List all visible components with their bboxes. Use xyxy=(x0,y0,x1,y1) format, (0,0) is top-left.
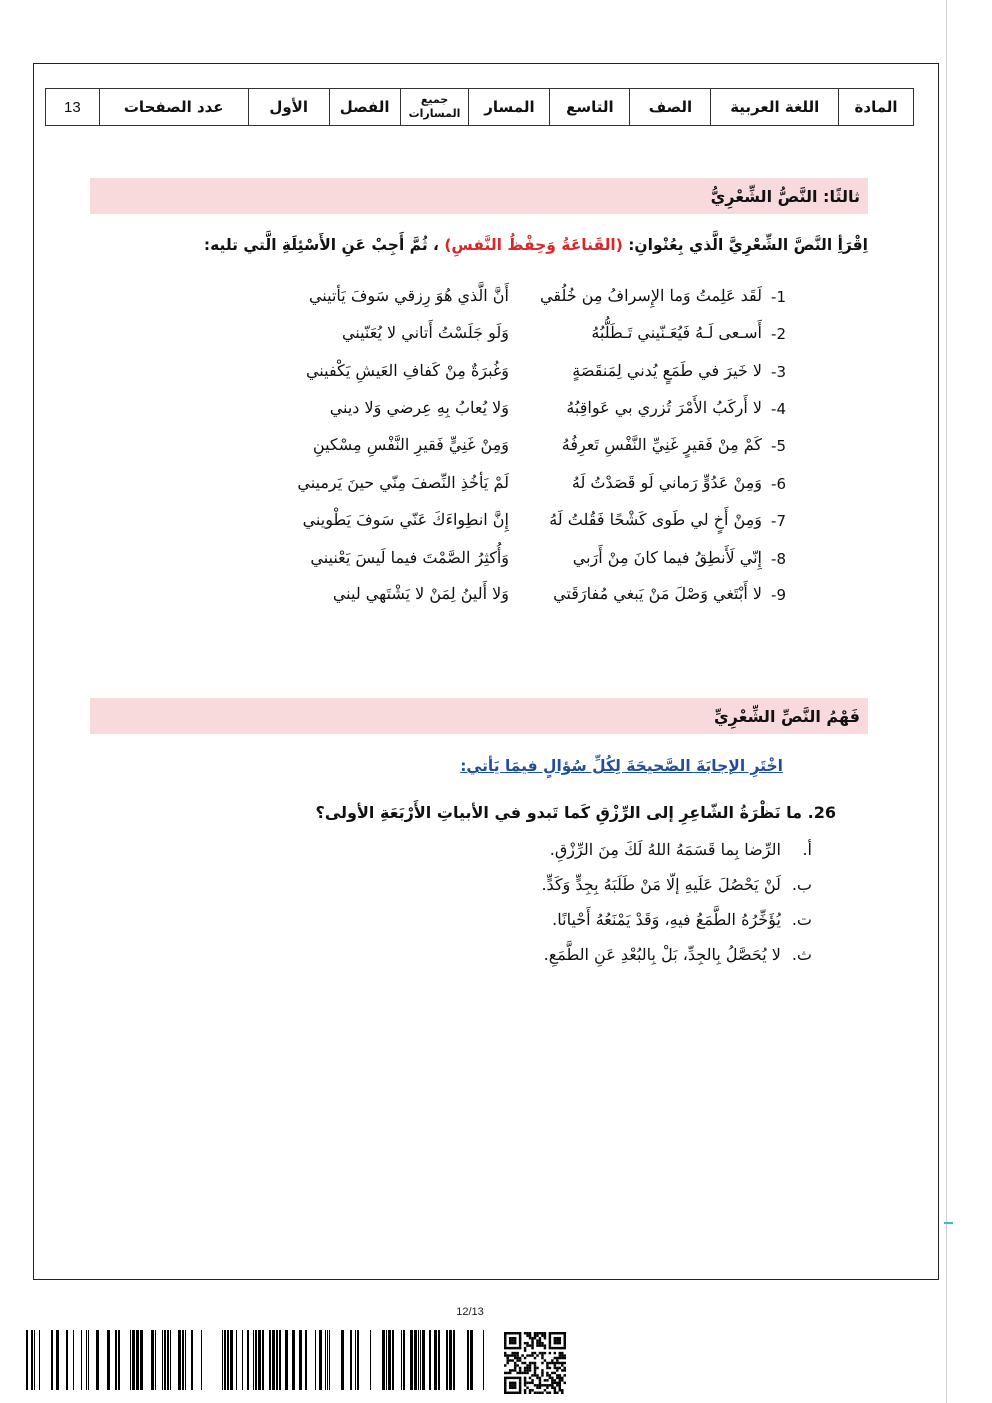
subject-label: المادة xyxy=(839,89,914,126)
verse xyxy=(0,508,992,538)
verse-number: -4 xyxy=(771,400,786,418)
scan-mark xyxy=(944,1222,953,1224)
page-number: 12/13 xyxy=(456,1306,484,1318)
term-value: الأول xyxy=(248,89,329,126)
option-letter: ب. xyxy=(791,875,812,894)
grade-label: الصف xyxy=(630,89,711,126)
comprehension-section-title: فَهْمُ النَّصِّ الشِّعْرِيِّ xyxy=(90,698,868,734)
instruction-after: ، ثُمَّ أَجِبْ عَنِ الأَسْئِلَةِ الَّتي تليه: xyxy=(203,236,439,254)
track-value xyxy=(400,89,469,126)
answer-options xyxy=(541,840,812,980)
option-text: لَنْ يَحْصُلَ عَلَيهِ إلّا مَنْ طَلَبَهُ بِجِدٍّ وَكَدٍّ. xyxy=(541,875,781,894)
answer-option[interactable] xyxy=(541,840,812,875)
verse-first-hemistich: لا أَركَبُ الأَمْرَ تُزري بي عَواقِبُهُ xyxy=(566,398,762,417)
verse-number: -5 xyxy=(771,437,786,455)
verse-first-hemistich: وَمِنْ عَدُوٍّ رَماني لَو قَصَدْتُ لَهُ xyxy=(571,473,762,492)
verse-first-hemistich: وَمِنْ أَخٍ لي طَوى كَشْحًا فَقُلتُ لَهُ xyxy=(549,510,762,529)
verse xyxy=(0,471,992,501)
verse-second-hemistich: لَمْ يَأخُذِ النِّصفَ مِنّي حينَ يَرميني xyxy=(297,473,509,492)
poem-title: (القَناعَةُ وَحِفْظُ النَّفسِ) xyxy=(444,236,623,254)
page-edge-rule xyxy=(946,0,947,1403)
exam-header-table xyxy=(45,88,914,126)
verse xyxy=(0,284,992,314)
verse-number: -1 xyxy=(771,288,786,306)
term-label: الفصل xyxy=(329,89,400,126)
pages-label: عدد الصفحات xyxy=(99,89,248,126)
verse-second-hemistich: إِنَّ انطِواءَكَ عَنّي سَوفَ يَطْويني xyxy=(302,510,509,529)
verse-second-hemistich: وَلَو جَلَسْتُ أَتاني لا يُعَنّيني xyxy=(341,323,509,342)
option-letter: ث. xyxy=(791,945,812,964)
grade-value: التاسع xyxy=(550,89,630,126)
qr-code-image xyxy=(504,1332,566,1394)
verse-first-hemistich: كَمْ مِنْ فَقيرٍ غَنِيِّ النَّفْسِ تَعرِفُهُ xyxy=(561,435,762,454)
verse-first-hemistich: أَسـعى لَـهُ فَيُعَـنّيني تَـطَلُّبُهُ xyxy=(591,323,762,342)
verse-number: -6 xyxy=(771,475,786,493)
instruction-before: اِقْرَأِ النَّصَّ الشِّعْرِيَّ الَّذي بِعُنْوانِ: xyxy=(628,236,868,254)
verse-second-hemistich: أَنَّ الَّذي هُوَ رِزقي سَوفَ يَأتيني xyxy=(308,286,509,305)
pages-value: 13 xyxy=(46,89,100,126)
verse-second-hemistich: وَمِنْ غَنِيٍّ فَقيرِ النَّفْسِ مِسْكينِ xyxy=(312,435,509,454)
question-26: 26. ما نَظْرَةُ الشّاعِرِ إلى الرِّزْقِ كَما تَبدو في الأبياتِ الأَرْبَعَةِ الأولى؟ xyxy=(315,803,836,822)
track-value-line2: المسارات xyxy=(408,107,461,120)
poem-instruction xyxy=(204,236,868,254)
choose-instruction: اخْتَرِ الإجابَةَ الصَّحيحَةَ لِكُلِّ سُؤالٍ فيمَا يَأتي: xyxy=(460,757,783,775)
option-letter: ت. xyxy=(791,910,812,929)
verse-second-hemistich: وَلا يُعابُ بِهِ عِرضي وَلا ديني xyxy=(329,398,509,417)
barcode-image xyxy=(26,1330,484,1390)
verse xyxy=(0,582,992,612)
verse-second-hemistich: وَلا أَلينُ لِمَنْ لا يَشْتَهي ليني xyxy=(332,584,509,603)
verse xyxy=(0,359,992,389)
verse-number: -2 xyxy=(771,325,786,343)
verse-first-hemistich: لَقَد عَلِمتُ وَما الإِسرافُ مِن خُلُقي xyxy=(540,286,762,305)
poem-section-title: ثالثًا: النَّصُّ الشِّعْرِيُّ xyxy=(90,178,868,214)
track-value-line1: جميع xyxy=(420,93,449,106)
answer-option[interactable] xyxy=(541,875,812,910)
subject-value: اللغة العربية xyxy=(711,89,839,126)
verse-number: -8 xyxy=(771,550,786,568)
verse-first-hemistich: إِنّي لَأَنطِقُ فيما كانَ مِنْ أَرَبي xyxy=(572,548,762,567)
option-letter: أ. xyxy=(802,840,812,859)
option-text: يُؤَخِّرُهُ الطَّمَعُ فيهِ، وَقَدْ يَمْنَعُهُ أَحْيانًا. xyxy=(552,910,781,929)
verse-second-hemistich: وَأُكثِرُ الصَّمْتَ فيما لَيسَ يَعْنيني xyxy=(310,548,509,567)
answer-option[interactable] xyxy=(541,945,812,980)
verse xyxy=(0,546,992,576)
verse-number: -9 xyxy=(771,586,786,604)
answer-option[interactable] xyxy=(541,910,812,945)
verse-number: -7 xyxy=(771,512,786,530)
verse xyxy=(0,321,992,351)
verse-first-hemistich: لا أَبْتَغي وَصْلَ مَنْ يَبغي مُفارَقَتي xyxy=(553,584,762,603)
track-label: المسار xyxy=(469,89,550,126)
verse xyxy=(0,433,992,463)
verse-number: -3 xyxy=(771,363,786,381)
verse-first-hemistich: لا خَيرَ في طَمَعٍ يُدني لِمَنقَصَةٍ xyxy=(572,361,762,380)
verse-second-hemistich: وَغُبرَةٌ مِنْ كَفافِ العَيشِ يَكْفيني xyxy=(305,361,509,380)
option-text: الرِّضا بِما قَسَمَهُ اللهُ لَكَ مِنَ الرِّزْقِ. xyxy=(549,840,781,859)
verse xyxy=(0,396,992,426)
option-text: لا يُحَصَّلُ بِالجِدِّ، بَلْ بِالبُعْدِ عَنِ الطَّمَعِ. xyxy=(543,945,781,964)
